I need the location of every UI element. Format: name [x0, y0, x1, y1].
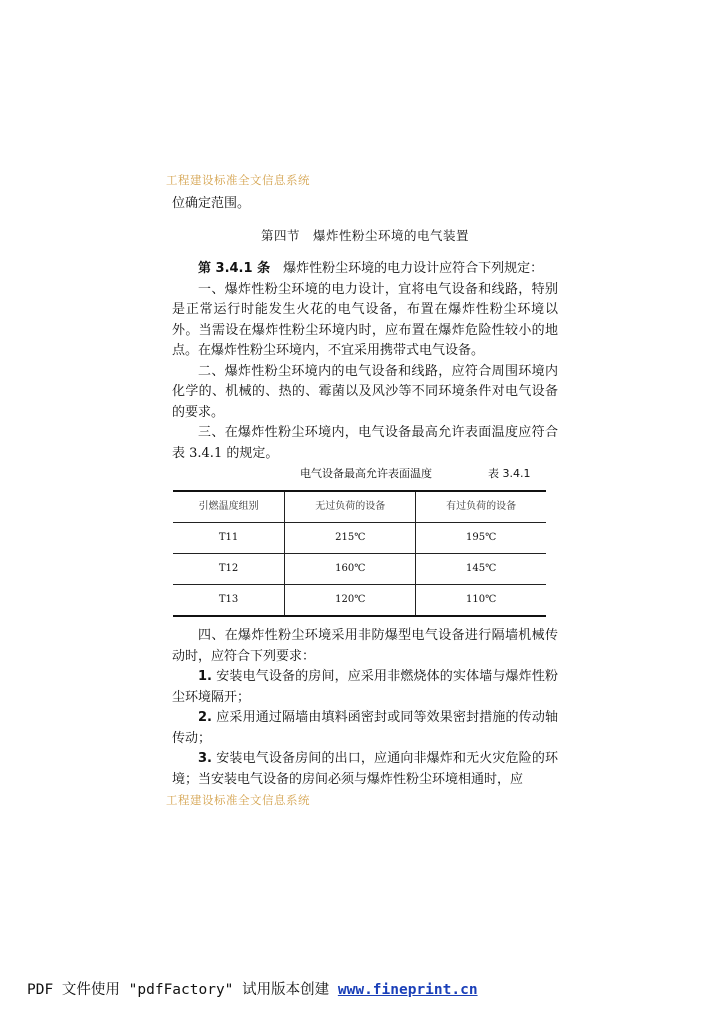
- item-text: 安装电气设备的房间，应采用非燃烧体的实体墙与爆炸性粉尘环境隔开；: [172, 669, 558, 705]
- paragraph-1: 一、爆炸性粉尘环境的电力设计，宜将电气设备和线路，特别是正常运行时能发生火花的电气设备，布置在爆炸性粉尘环境以外。当需设在爆炸性粉尘环境内时，应布置在爆炸危险性较小的地点。在爆炸性粉尘环境内，不宜采用携带式电气设备。: [172, 281, 558, 358]
- table-cell: T12: [173, 554, 285, 585]
- fineprint-link[interactable]: www.fineprint.cn: [337, 982, 478, 998]
- table-title: 电气设备最高允许表面温度: [300, 467, 432, 480]
- table-header: 有过负荷的设备: [416, 491, 546, 523]
- table-cell: T13: [173, 585, 285, 617]
- table-row: [173, 554, 546, 585]
- table-header-row: [173, 491, 546, 523]
- article-number: 第 3.4.1 条: [198, 261, 271, 276]
- table-row: [173, 523, 546, 554]
- item-number: 2.: [198, 710, 212, 725]
- table-cell: 215℃: [285, 523, 416, 554]
- table-cell: 145℃: [416, 554, 546, 585]
- document-body: [172, 194, 558, 790]
- table-header: 引燃温度组别: [173, 491, 285, 523]
- table-cell: 120℃: [285, 585, 416, 617]
- table-cell: 110℃: [416, 585, 546, 617]
- paragraph-2: 二、爆炸性粉尘环境内的电气设备和线路，应符合周围环境内化学的、机械的、热的、霉菌以及风沙等不同环境条件对电气设备的要求。: [172, 363, 558, 420]
- watermark-bottom: 工程建设标准全文信息系统: [166, 793, 310, 807]
- list-item: [172, 708, 558, 749]
- table-row: [173, 585, 546, 617]
- table-cell: 195℃: [416, 523, 546, 554]
- list-item: [172, 667, 558, 708]
- temperature-table: [173, 490, 546, 617]
- item-number: 1.: [198, 669, 212, 684]
- section-title: 第四节 爆炸性粉尘环境的电气装置: [260, 227, 469, 243]
- footer-text: PDF 文件使用 "pdfFactory" 试用版本创建: [27, 982, 338, 998]
- intro-line: 位确定范围。: [172, 196, 251, 211]
- item-text: 应采用通过隔墙由填料函密封或同等效果密封措施的传动轴传动；: [172, 710, 558, 746]
- table-cell: T11: [173, 523, 285, 554]
- item-text: 安装电气设备房间的出口，应通向非爆炸和无火灾危险的环境；当安装电气设备的房间必须与爆炸性粉尘环境相通时，应: [172, 751, 558, 787]
- watermark-top: 工程建设标准全文信息系统: [166, 173, 310, 187]
- table-caption: [172, 464, 558, 484]
- paragraph-4: 四、在爆炸性粉尘环境采用非防爆型电气设备进行隔墙机械传动时，应符合下列要求：: [172, 628, 558, 664]
- list-item: [172, 749, 558, 790]
- table-cell: 160℃: [285, 554, 416, 585]
- article-text: 爆炸性粉尘环境的电力设计应符合下列规定：: [283, 261, 544, 276]
- item-number: 3.: [198, 751, 212, 766]
- pdf-footer: [27, 978, 478, 999]
- table-number: 表 3.4.1: [488, 467, 531, 480]
- paragraph-3: 三、在爆炸性粉尘环境内，电气设备最高允许表面温度应符合表 3.4.1 的规定。: [172, 425, 558, 461]
- article-3-4-1: [172, 259, 558, 280]
- table-header: 无过负荷的设备: [285, 491, 416, 523]
